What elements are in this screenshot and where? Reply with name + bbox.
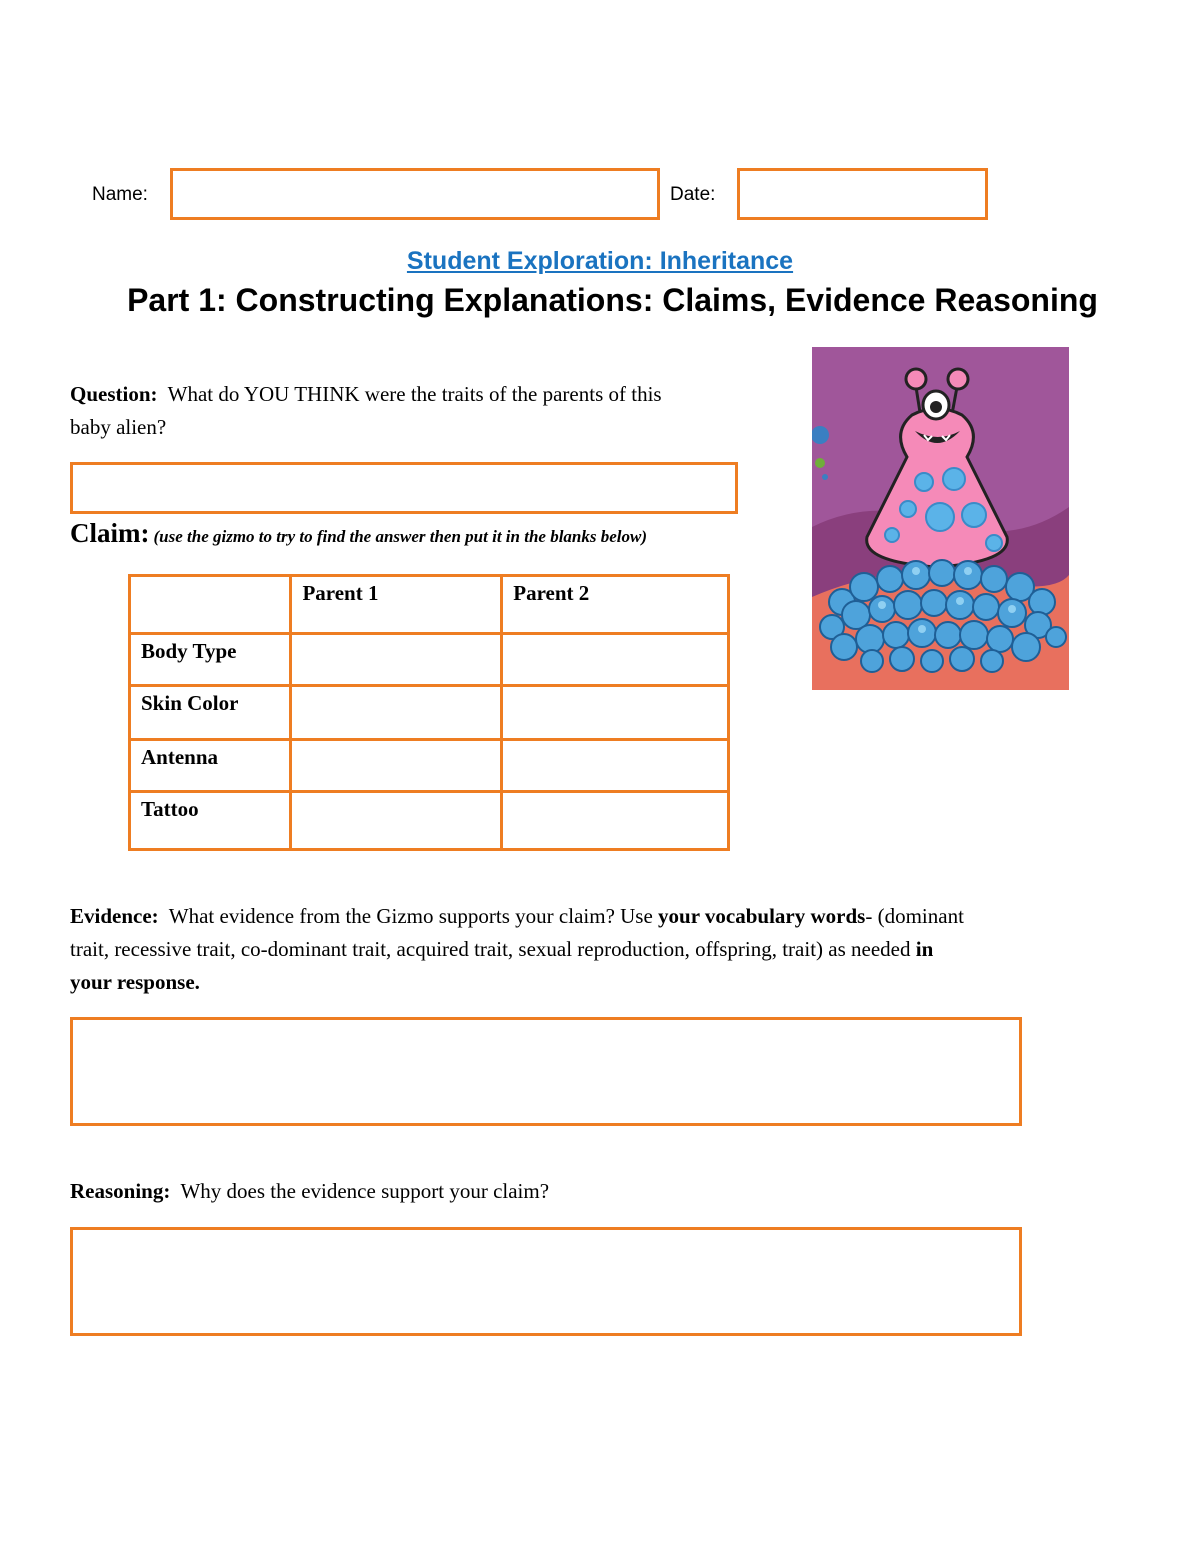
evidence-answer-field[interactable] bbox=[70, 1017, 1022, 1126]
trait-label: Tattoo bbox=[130, 792, 291, 850]
parent-2-cell[interactable] bbox=[502, 792, 729, 850]
reasoning-label: Reasoning: bbox=[70, 1179, 171, 1203]
reasoning-text: Why does the evidence support your claim? bbox=[180, 1179, 550, 1203]
parent-2-cell[interactable] bbox=[502, 634, 729, 686]
evidence-text-2: - (dominant bbox=[865, 904, 964, 928]
evidence-label: Evidence: bbox=[70, 904, 159, 928]
table-row bbox=[130, 686, 729, 740]
question-block bbox=[70, 378, 790, 444]
date-field[interactable] bbox=[737, 168, 988, 220]
table-header-row bbox=[130, 576, 729, 634]
parent-2-cell[interactable] bbox=[502, 740, 729, 792]
traits-table bbox=[128, 574, 730, 851]
parent-1-cell[interactable] bbox=[291, 740, 502, 792]
trait-label: Skin Color bbox=[130, 686, 291, 740]
question-label: Question: bbox=[70, 382, 158, 406]
question-text-2: baby alien? bbox=[70, 415, 167, 439]
parent-1-cell[interactable] bbox=[291, 792, 502, 850]
table-row bbox=[130, 634, 729, 686]
reasoning-block bbox=[70, 1175, 1070, 1208]
claim-note: (use the gizmo to try to find the answer then put it in the blanks below) bbox=[153, 527, 648, 546]
question-answer-field[interactable] bbox=[70, 462, 738, 514]
table-header-parent-1: Parent 1 bbox=[291, 576, 502, 634]
parent-1-cell[interactable] bbox=[291, 634, 502, 686]
baby-alien-image bbox=[812, 347, 1069, 690]
claim-heading bbox=[70, 518, 830, 549]
table-header-parent-2: Parent 2 bbox=[502, 576, 729, 634]
claim-label: Claim: bbox=[70, 518, 150, 548]
evidence-bold-in: in bbox=[915, 937, 934, 961]
date-label: Date: bbox=[670, 184, 716, 205]
name-field[interactable] bbox=[170, 168, 660, 220]
evidence-line-2: trait, recessive trait, co-dominant trait, acquired trait, sexual reproduction, offspring, trait) as needed bbox=[70, 937, 911, 961]
name-label: Name: bbox=[92, 184, 148, 205]
reasoning-answer-field[interactable] bbox=[70, 1227, 1022, 1336]
question-text: What do YOU THINK were the traits of the parents of this bbox=[167, 382, 662, 406]
table-row bbox=[130, 740, 729, 792]
evidence-line-3: your response. bbox=[70, 970, 200, 994]
part-title: Part 1: Constructing Explanations: Claims, Evidence Reasoning bbox=[127, 282, 1098, 318]
table-row bbox=[130, 792, 729, 850]
parent-2-cell[interactable] bbox=[502, 686, 729, 740]
trait-label: Body Type bbox=[130, 634, 291, 686]
evidence-text-1: What evidence from the Gizmo supports your claim? Use bbox=[168, 904, 653, 928]
evidence-vocab: your vocabulary words bbox=[658, 904, 866, 928]
table-header-cell bbox=[130, 576, 291, 634]
parent-1-cell[interactable] bbox=[291, 686, 502, 740]
evidence-block bbox=[70, 900, 1170, 999]
exploration-title-link[interactable]: Student Exploration: Inheritance bbox=[406, 247, 794, 275]
trait-label: Antenna bbox=[130, 740, 291, 792]
